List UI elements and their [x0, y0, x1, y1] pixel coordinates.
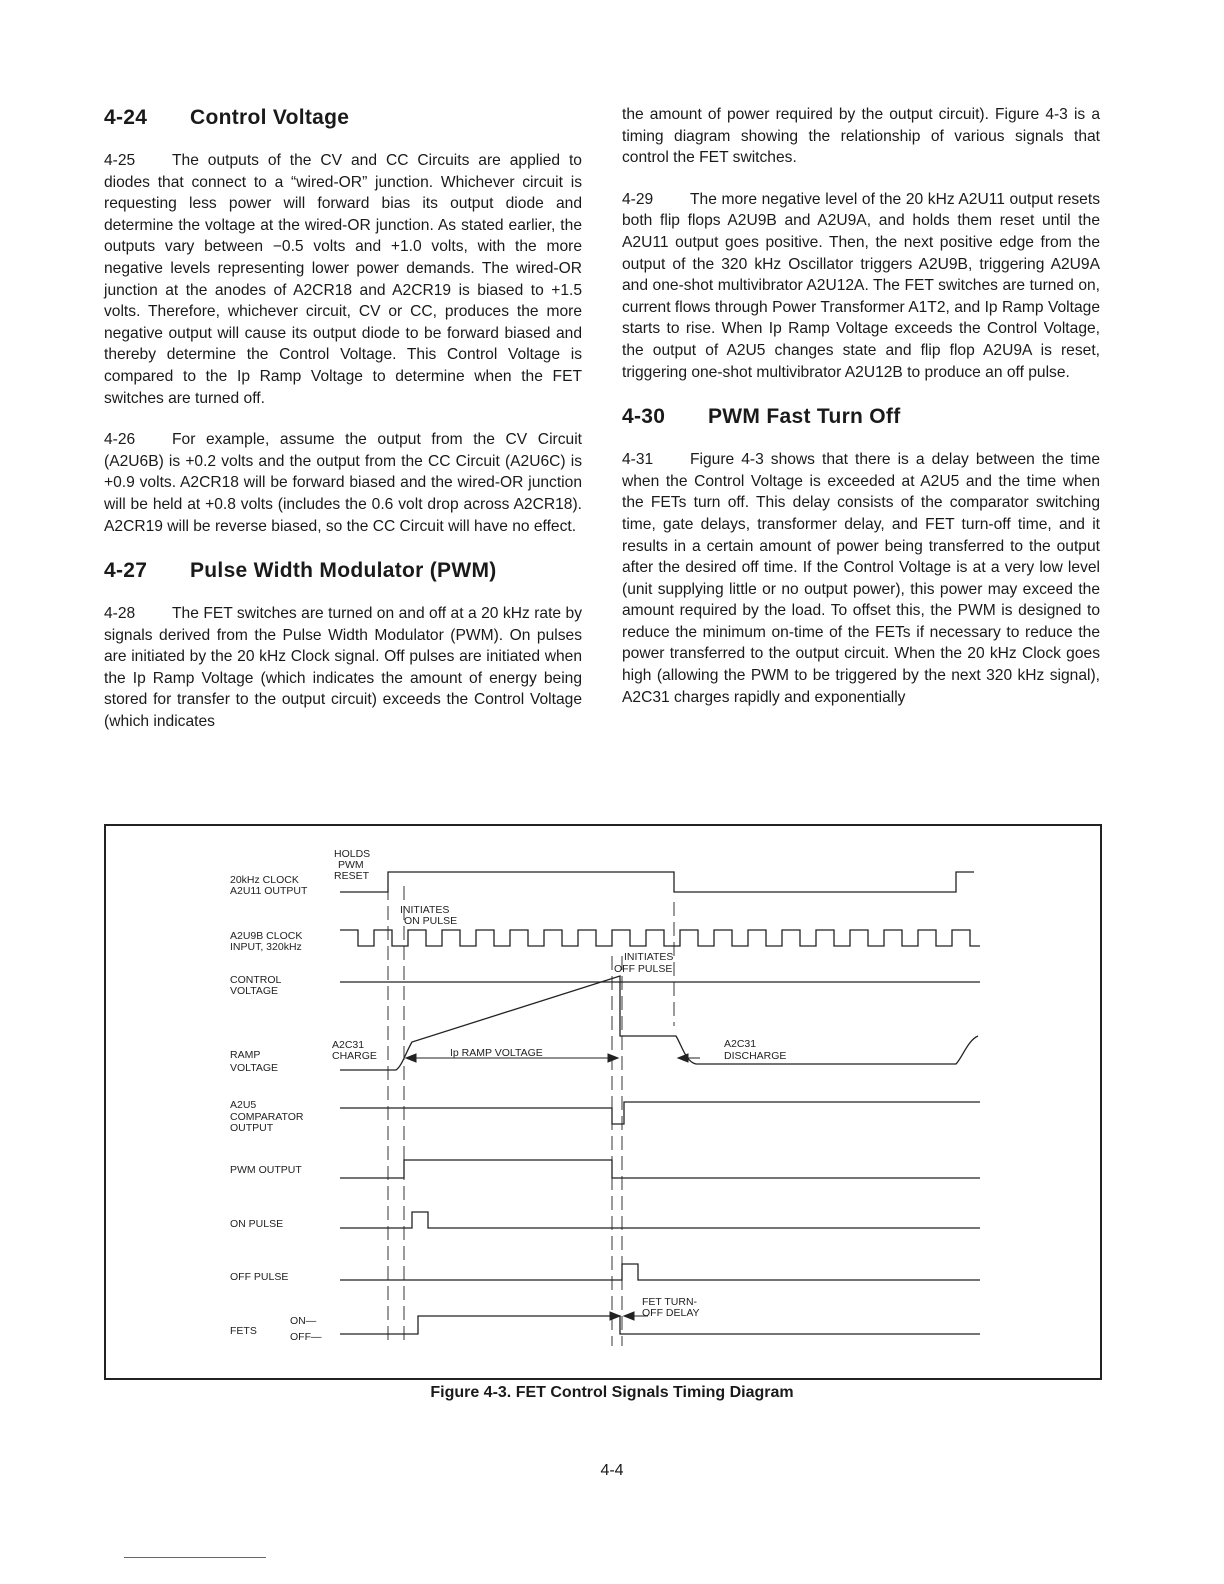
comparator-output-waveform: [340, 1102, 980, 1124]
label-fets-off: OFF—: [290, 1331, 322, 1343]
fet-delay-arrow-right: [624, 1312, 634, 1320]
section-heading-4-24: [104, 104, 582, 132]
clock-20khz-waveform: [340, 872, 974, 892]
paragraph-4-28: [104, 603, 582, 733]
label-clock320k-line2: INPUT, 320kHz: [230, 941, 302, 953]
paragraph-text: The outputs of the CV and CC Circuits are applied to diodes that connect to a “wired-OR” junction. Whichever circuit is requesting less power will forward bias its output diode and determine the voltage at the wired-OR junction. As stated earlier, the outputs vary between −0.5 volts and +1.0 volts, with the more negative levels representing lower power demands. The wired-OR junction at the anodes of A2CR18 and A2CR19 is biased to +1.5 volts. Therefore, whichever circuit, CV or CC, produces the more negative output will cause its output diode to be forward biased and thereby determine the Control Voltage. This Control Voltage is compared to the Ip Ramp Voltage to determine when the FET switches are turned off.: [104, 152, 582, 407]
annot-init-on-1: INITIATES: [400, 904, 450, 916]
annot-holds-2: PWM: [338, 859, 364, 871]
section-title: Control Voltage: [190, 106, 350, 129]
paragraph-4-26: [104, 429, 582, 537]
label-fets: FETS: [230, 1325, 257, 1337]
paragraph-number: 4-31: [622, 451, 654, 469]
paragraph-number: 4-29: [622, 190, 654, 208]
annot-charge-2: CHARGE: [332, 1050, 377, 1062]
section-title: Pulse Width Modulator (PWM): [190, 559, 497, 583]
annot-discharge-2: DISCHARGE: [724, 1050, 787, 1062]
ramp-arrow-left: [406, 1054, 416, 1062]
ramp-voltage-waveform: [340, 976, 978, 1070]
label-comp-line1: A2U5: [230, 1099, 257, 1111]
label-fets-on: ON—: [290, 1315, 317, 1327]
figure-caption: Figure 4-3. FET Control Signals Timing Diagram: [430, 1384, 794, 1401]
paragraph-number: 4-28: [104, 605, 136, 623]
section-number: 4-27: [104, 559, 148, 583]
section-heading-4-30: [622, 403, 1100, 431]
annot-init-on-2: ON PULSE: [404, 915, 458, 927]
section-title: PWM Fast Turn Off: [708, 405, 901, 429]
clock-320khz-waveform: [340, 930, 980, 946]
discharge-arrow: [678, 1054, 688, 1062]
footer-rule: [124, 1557, 266, 1558]
left-column: [104, 104, 582, 733]
paragraph-4-29: [622, 189, 1100, 383]
label-off-pulse: OFF PULSE: [230, 1271, 289, 1283]
timing-diagram-figure: [104, 824, 1102, 1380]
section-number: 4-30: [622, 405, 666, 429]
ramp-arrow-right: [608, 1054, 618, 1062]
annot-holds-1: HOLDS: [334, 848, 371, 860]
section-heading-4-27: [104, 557, 582, 585]
paragraph-number: 4-25: [104, 152, 136, 169]
paragraph-text: Figure 4-3 shows that there is a delay between the time when the Control Voltage is exceeded at A2U5 and the time when the FETs turn off. This delay consists of the comparator switching time, gate delays, transformer delay, and FET turn-off time, and it results in a certain amount of power being transferred to the output after the desired off time. If the Control Voltage is at a very low level (unit supplying little or no output power), this power may exceed the amount required by the load. To offset this, the PWM is designed to reduce the minimum on-time of the FETs if necessary to reduce the power transferred to the output circuit. When the 20 kHz Clock goes high (allowing the PWM to be triggered by the next 320 kHz signal), A2C31 charges rapidly and exponentially: [622, 451, 1100, 706]
off-pulse-waveform: [340, 1264, 980, 1280]
label-clock20k-line2: A2U11 OUTPUT: [230, 885, 308, 897]
annot-init-off-1: INITIATES: [624, 951, 674, 963]
paragraph-number: 4-26: [104, 431, 136, 449]
section-number: 4-24: [104, 106, 148, 129]
annot-ramp-voltage: Ip RAMP VOLTAGE: [450, 1047, 543, 1059]
label-pwm-output: PWM OUTPUT: [230, 1164, 302, 1176]
label-comp-line2: COMPARATOR: [230, 1111, 304, 1123]
label-control-line1: CONTROL: [230, 974, 282, 986]
annot-fet-delay-2: OFF DELAY: [642, 1307, 700, 1319]
paragraph-text: The FET switches are turned on and off at a 20 kHz rate by signals derived from the Pulse Width Modulator (PWM). On pulses are initiated by the 20 kHz Clock signal. Off pulses are initiated when the Ip Ramp Voltage (which indicates the amount of energy being stored for transfer to the output circuit) exceeds the Control Voltage (which indicates: [104, 605, 582, 731]
fet-delay-arrow-left: [610, 1312, 620, 1320]
paragraph-4-31: [622, 449, 1100, 708]
label-clock20k-line1: 20kHz CLOCK: [230, 874, 299, 886]
annot-init-off-2: OFF PULSE: [614, 963, 673, 975]
pwm-output-waveform: [340, 1160, 980, 1178]
label-on-pulse: ON PULSE: [230, 1218, 284, 1230]
paragraph-4-28-continued: the amount of power required by the output circuit). Figure 4-3 is a timing diagram showing the relationship of various signals that control the FET switches.: [622, 106, 1100, 167]
annot-discharge-1: A2C31: [724, 1038, 757, 1050]
label-ramp-line2: VOLTAGE: [230, 1062, 279, 1074]
right-column: [622, 104, 1100, 708]
label-clock320k-line1: A2U9B CLOCK: [230, 930, 303, 942]
page-number: 4-4: [600, 1462, 624, 1479]
label-comp-line3: OUTPUT: [230, 1122, 274, 1134]
annot-holds-3: RESET: [334, 870, 370, 882]
label-ramp-line1: RAMP: [230, 1049, 261, 1061]
timing-diagram: [106, 826, 1104, 1382]
on-pulse-waveform: [340, 1212, 980, 1228]
annot-fet-delay-1: FET TURN-: [642, 1296, 698, 1308]
annot-charge-1: A2C31: [332, 1039, 365, 1051]
paragraph-4-25: [104, 150, 582, 409]
label-control-line2: VOLTAGE: [230, 985, 279, 997]
paragraph-text: For example, assume the output from the CV Circuit (A2U6B) is +0.2 volts and the output from the CC Circuit (A2U6C) is +0.9 volts. A2CR18 will be forward biased and the wired-OR junction will be held at +0.8 volts (includes the 0.6 volt drop across A2CR18). A2CR19 will be reverse biased, so the CC Circuit will have no effect.: [104, 431, 582, 535]
paragraph-text: The more negative level of the 20 kHz A2U11 output resets both flip flops A2U9B and A2U9A, and holds them reset until the A2U11 output goes positive. Then, the next positive edge from the output of the 320 kHz Oscillator triggers A2U9B, triggering A2U9A and one-shot multivibrator A2U12A. The FET switches are turned on, current flows through Power Transformer A1T2, and Ip Ramp Voltage starts to rise. When Ip Ramp Voltage exceeds the Control Voltage, the output of A2U5 changes state and flip flop A2U9A is reset, triggering one-shot multivibrator A2U12B to produce an off pulse.: [622, 190, 1100, 381]
